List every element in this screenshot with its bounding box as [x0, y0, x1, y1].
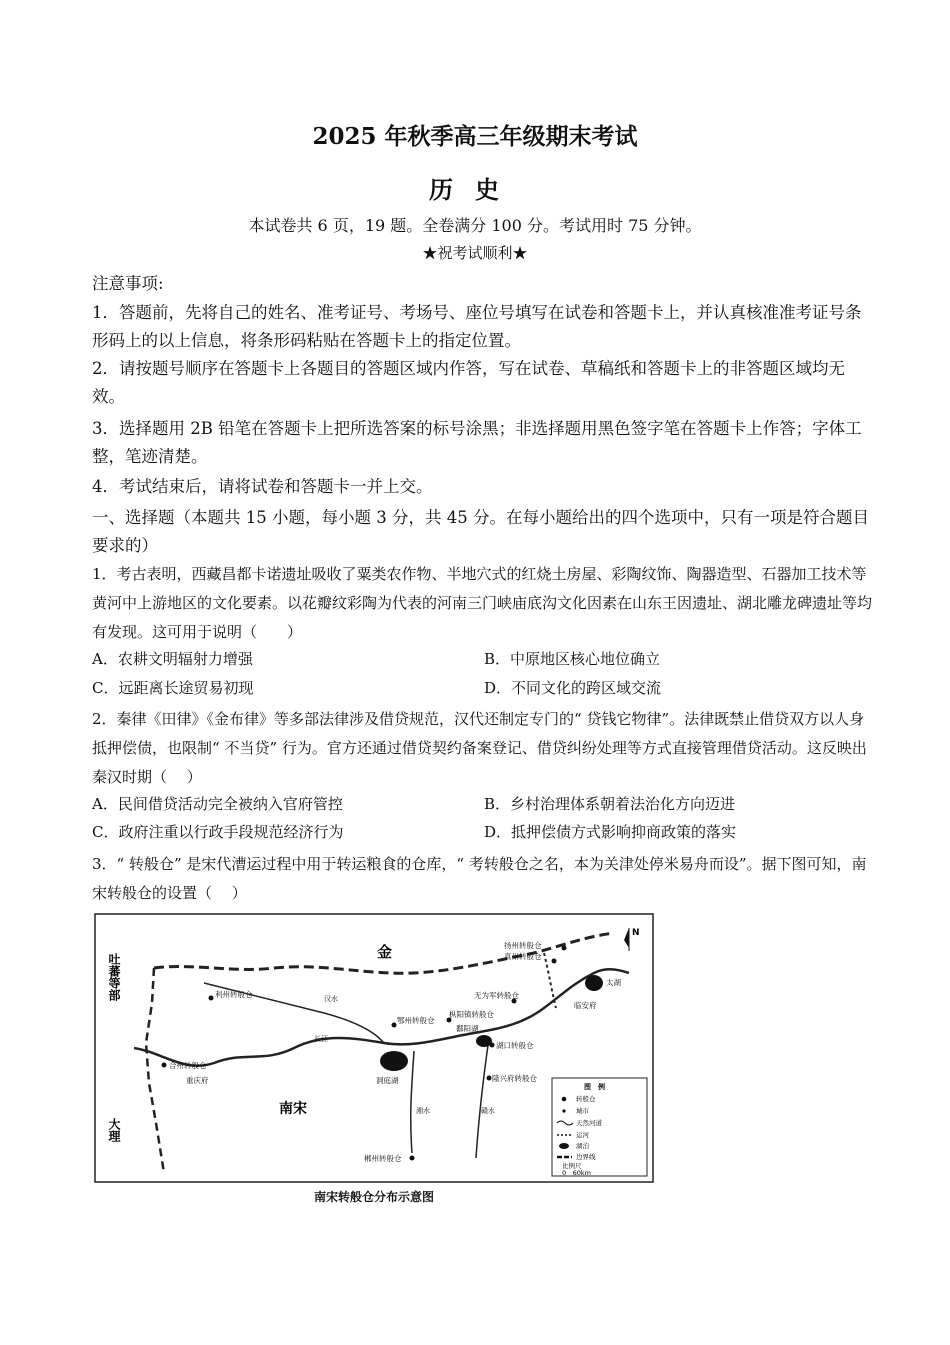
question-2-option-a: A．民间借贷活动完全被纳入官府管控 [92, 795, 343, 813]
granary-dot [490, 1043, 495, 1048]
map-caption: 南宋转般仓分布示意图 [313, 1190, 434, 1204]
legend-item: 运河 [576, 1131, 589, 1139]
question-2-option-c: C．政府注重以行政手段规范经济行为 [92, 823, 344, 841]
granary-dot [392, 1023, 397, 1028]
question-3-stem: 3．“ 转般仓” 是宋代漕运过程中用于转运粮食的仓库，“ 考转般仓之名，本为关津处停米易舟而设”。据下图可知，南宋转般仓的设置（ ） [92, 855, 867, 902]
granary-label: 扬州转般仓 [504, 941, 542, 950]
granary-dot [487, 1076, 492, 1081]
exam-title: 2025 年秋季高三年级期末考试 [312, 123, 638, 150]
granary-dot [209, 996, 214, 1001]
legend-city-icon [562, 1109, 565, 1112]
legend-item: 转般仓 [576, 1095, 596, 1103]
granary-label: 无为军转般仓 [474, 991, 519, 1000]
question-2-option-d: D．抵押偿债方式影响抑商政策的落实 [484, 823, 737, 841]
dongting-lake [380, 1051, 408, 1071]
place-label: 太湖 [606, 978, 621, 987]
river-label: 赣水 [481, 1107, 495, 1115]
legend-scale-value: 0 60km [562, 1169, 592, 1177]
notice-heading: 注意事项: [92, 274, 164, 293]
region-song: 南宋 [279, 1101, 307, 1117]
granary-label: 鄂州转般仓 [397, 1016, 435, 1025]
question-1-option-d: D．不同文化的跨区域交流 [484, 679, 662, 697]
notice-item-4: 4．考试结束后，请将试卷和答题卡一并上交。 [92, 477, 433, 496]
place-label: 鄱阳湖 [456, 1024, 479, 1033]
legend-granary-icon [562, 1097, 567, 1102]
tai-lake [585, 975, 603, 991]
north-label: N [632, 928, 640, 938]
region-dali: 大理 [107, 1118, 121, 1142]
notice-item-1: 1．答题前，先将自己的姓名、准考证号、考场号、座位号填写在试卷和答题卡上，并认真核准准考证号条形码上的以上信息，将条形码粘贴在答题卡上的指定位置。 [92, 303, 862, 350]
question-2-option-b: B．乡村治理体系朝着法治化方向迈进 [484, 795, 736, 813]
question-1-stem: 1．考古表明，西藏昌都卡诺遗址吸收了粟类农作物、半地穴式的红烧土房屋、彩陶纹饰、陶器造型、石器加工技术等黄河中上游地区的文化要素。以花瓣纹彩陶为代表的河南三门峡庙底沟文化因素在山东王因遗址、湖北雕龙碑遗址等均有发现。这可用于说明（ ） [92, 565, 873, 641]
legend-item: 天然河道 [576, 1119, 602, 1127]
place-label: 重庆府 [186, 1076, 209, 1085]
river-label: 汉水 [324, 995, 338, 1003]
question-1-option-b: B．中原地区核心地位确立 [484, 650, 661, 668]
legend-item: 湖泊 [576, 1142, 589, 1150]
granary-label: 枞阳镇转般仓 [449, 1010, 494, 1019]
notice-item-3: 3．选择题用 2B 铅笔在答题卡上把所选答案的标号涂黑；非选择题用黑色签字笔在答题卡上作答；字体工整，笔迹清楚。 [92, 419, 862, 466]
river-label: 长江 [314, 1035, 328, 1043]
legend-item: 城市 [576, 1107, 589, 1115]
granary-dot [552, 959, 557, 964]
legend-title: 图 例 [584, 1083, 605, 1091]
section-heading: 一、选择题（本题共 15 小题，每小题 3 分，共 45 分。在每小题给出的四个选项中，只有一项是符合题目要求的） [92, 508, 869, 555]
question-2-stem: 2．秦律《田律》《金布律》等多部法律涉及借贷规范，汉代还制定专门的“ 贷钱它物律”。法律既禁止借贷双方以人身抵押偿债，也限制“ 不当贷” 行为。官方还通过借贷契约备案登记、借贷纠纷处理等方式直接管理借贷活动。这反映出秦汉时期（ ） [92, 710, 867, 786]
exam-info: 本试卷共 6 页，19 题。全卷满分 100 分。考试用时 75 分钟。 [248, 216, 702, 235]
place-label: 临安府 [574, 1001, 597, 1010]
subject-title: 历史 [429, 175, 521, 204]
river-label: 湘水 [416, 1107, 430, 1115]
granary-dot [162, 1063, 167, 1068]
granary-label: 利州转般仓 [215, 990, 253, 999]
granary-dot [562, 946, 567, 951]
legend-lake-icon [559, 1143, 569, 1149]
region-tubo-label [107, 953, 121, 1002]
region-jin: 金 [377, 943, 393, 961]
granary-label: 真州转般仓 [504, 952, 542, 961]
map-svg [94, 913, 654, 1183]
granary-label: 隆兴府转般仓 [492, 1074, 537, 1083]
granary-label: 湖口转般仓 [496, 1041, 534, 1050]
legend-scale-label: 比例尺 [562, 1162, 582, 1170]
place-label: 洞庭湖 [376, 1076, 399, 1085]
question-1-option-c: C．远距离长途贸易初现 [92, 679, 254, 697]
granary-label: 郴州转般仓 [364, 1154, 402, 1163]
question-1-option-a: A．农耕文明辐射力增强 [92, 650, 253, 668]
granary-label: 合州转般仓 [169, 1061, 207, 1070]
legend-item: 边界线 [576, 1153, 596, 1161]
map-legend [552, 1078, 647, 1177]
region-tubo: 吐蕃等部 [107, 953, 121, 1001]
granary-dot [410, 1156, 415, 1161]
song-granary-map [94, 913, 654, 1183]
notice-item-2: 2．请按题号顺序在答题卡上各题目的答题区域内作答，写在试卷、草稿纸和答题卡上的非答题区域均无效。 [92, 359, 845, 406]
exam-wish: ★祝考试顺利★ [422, 244, 528, 262]
